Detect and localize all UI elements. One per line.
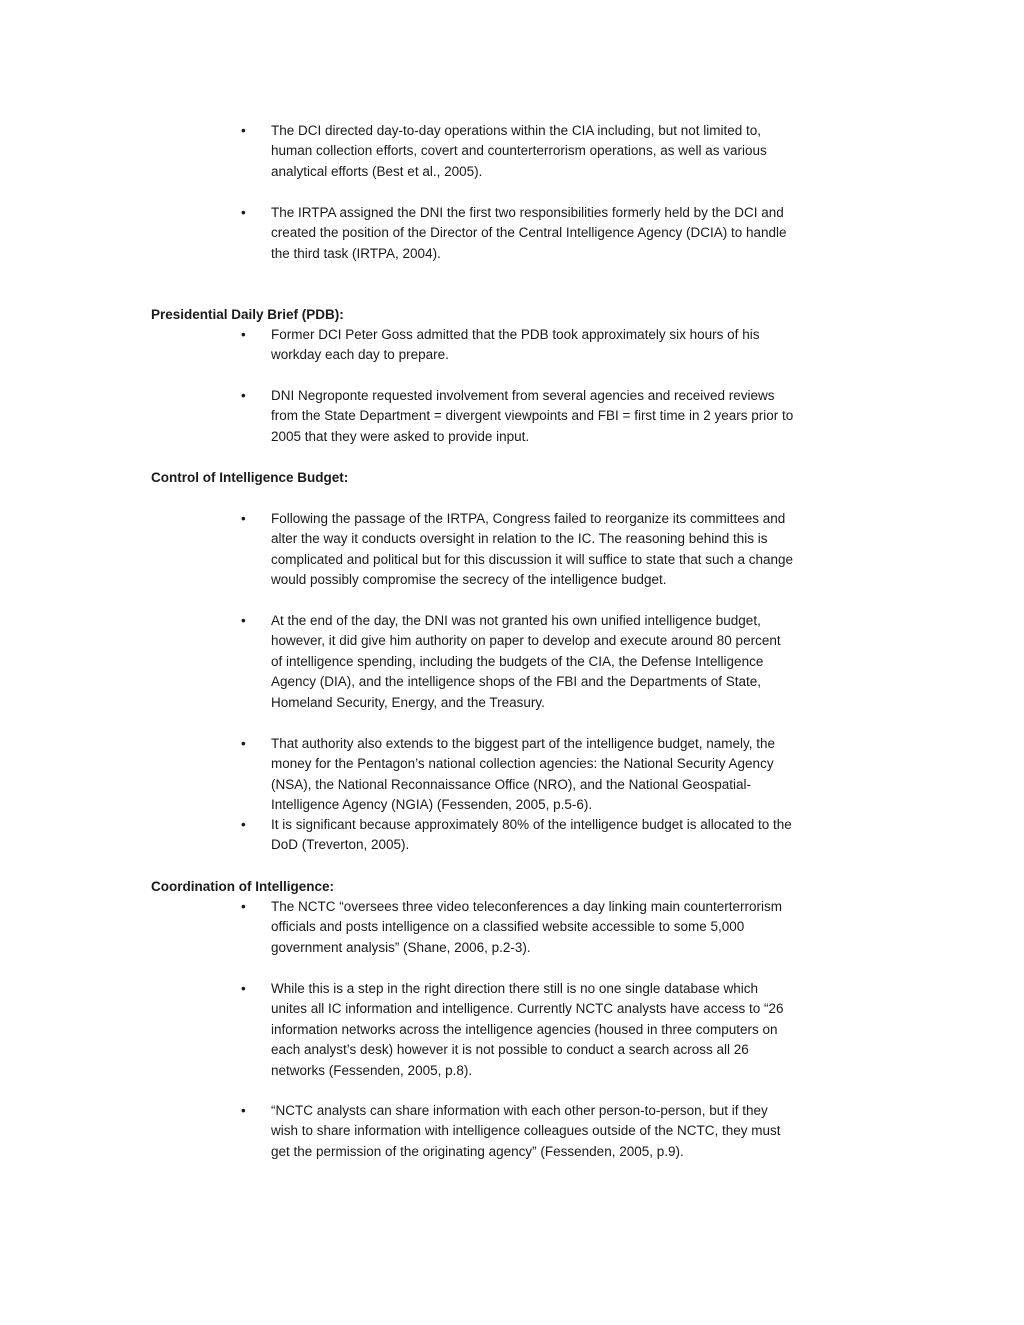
text-line: analytical efforts (Best et al., 2005). (271, 163, 483, 179)
text-line: Former DCI Peter Goss admitted that the PDB took approximately six hours of his (271, 327, 760, 342)
text-line: The NCTC “oversees three video teleconferences a day linking main counterterrorism (271, 899, 782, 914)
text-line: 2005 that they were asked to provide input. (271, 428, 530, 444)
text-line: Agency (DIA), and the intelligence shops of the FBI and the Departments of State, (271, 674, 762, 690)
text-line: alter the way it conducts oversight in relation to the IC. The reasoning behind this is (271, 531, 768, 547)
text-line: It is significant because approximately 80% of the intelligence budget is allocated to the (271, 817, 792, 832)
bullet-marker: • (241, 736, 246, 751)
text-line: information networks across the intelligence agencies (housed in three computers on (271, 1021, 778, 1037)
bullet-marker: • (241, 1103, 246, 1118)
text-line: money for the Pentagon’s national collection agencies: the National Security Agency (271, 756, 774, 772)
text-line: The DCI directed day-to-day operations within the CIA including, but not limited to, (271, 123, 762, 138)
text-line: officials and posts intelligence on a classified website accessible to some 5,000 (271, 919, 745, 935)
text-line: government analysis” (Shane, 2006, p.2-3). (271, 939, 531, 955)
text-line: would possibly compromise the secrecy of the intelligence budget. (271, 572, 667, 588)
text-line: unites all IC information and intelligence. Currently NCTC analysts have access to “26 (271, 1001, 784, 1017)
text-line: workday each day to prepare. (271, 347, 449, 363)
text-line: The IRTPA assigned the DNI the first two responsibilities formerly held by the DCI and (271, 205, 784, 220)
text-line: human collection efforts, covert and counterterrorism operations, as well as various (271, 143, 767, 159)
section-heading-coordination: Coordination of Intelligence: (151, 879, 334, 894)
text-line: networks (Fessenden, 2005, p.8). (271, 1062, 473, 1078)
text-line: the third task (IRTPA, 2004). (271, 245, 441, 261)
text-line: each analyst’s desk) however it is not possible to conduct a search across all 26 (271, 1042, 749, 1058)
section-heading-pdb: Presidential Daily Brief (PDB): (151, 307, 344, 322)
text-line: created the position of the Director of the Central Intelligence Agency (DCIA) to handle (271, 225, 787, 241)
bullet-marker: • (241, 511, 246, 526)
text-line: get the permission of the originating agency” (Fessenden, 2005, p.9). (271, 1143, 684, 1159)
budget-item-2 (271, 611, 875, 713)
intro-item-1 (271, 121, 875, 182)
coordination-item-1 (271, 897, 875, 958)
budget-item-1 (271, 509, 875, 591)
bullet-marker: • (241, 981, 246, 996)
text-line: “NCTC analysts can share information with each other person-to-person, but if they (271, 1103, 768, 1118)
pdb-item-2 (271, 386, 875, 447)
text-line: however, it did give him authority on paper to develop and execute around 80 percent (271, 633, 781, 649)
text-line: of intelligence spending, including the budgets of the CIA, the Defense Intelligence (271, 653, 764, 669)
coordination-item-3 (271, 1101, 875, 1162)
section-heading-budget: Control of Intelligence Budget: (151, 470, 349, 485)
budget-item-4 (271, 815, 875, 856)
bullet-marker: • (241, 123, 246, 138)
budget-item-3 (271, 734, 875, 816)
text-line: complicated and political but for this discussion it will suffice to state that such a change (271, 551, 794, 567)
pdb-item-1 (271, 325, 875, 366)
text-line: Following the passage of the IRTPA, Congress failed to reorganize its committees and (271, 511, 786, 526)
bullet-marker: • (241, 388, 246, 403)
text-line: wish to share information with intelligence colleagues outside of the NCTC, they must (271, 1123, 781, 1139)
text-line: (NSA), the National Reconnaissance Office (NRO), and the National Geospatial- (271, 776, 751, 792)
text-line: from the State Department = divergent viewpoints and FBI = first time in 2 years prior to (271, 408, 794, 424)
bullet-marker: • (241, 205, 246, 220)
text-line: That authority also extends to the biggest part of the intelligence budget, namely, the (271, 736, 776, 751)
text-line: Intelligence Agency (NGIA) (Fessenden, 2005, p.5-6). (271, 797, 593, 813)
text-line: At the end of the day, the DNI was not granted his own unified intelligence budget, (271, 613, 761, 628)
intro-item-2 (271, 203, 875, 264)
bullet-marker: • (241, 327, 246, 342)
coordination-item-2 (271, 979, 875, 1081)
text-line: DoD (Treverton, 2005). (271, 837, 410, 853)
text-line: Homeland Security, Energy, and the Treasury. (271, 694, 545, 710)
bullet-marker: • (241, 817, 246, 832)
bullet-marker: • (241, 899, 246, 914)
bullet-marker: • (241, 613, 246, 628)
text-line: DNI Negroponte requested involvement from several agencies and received reviews (271, 388, 775, 403)
text-line: While this is a step in the right direction there still is no one single database which (271, 981, 759, 996)
